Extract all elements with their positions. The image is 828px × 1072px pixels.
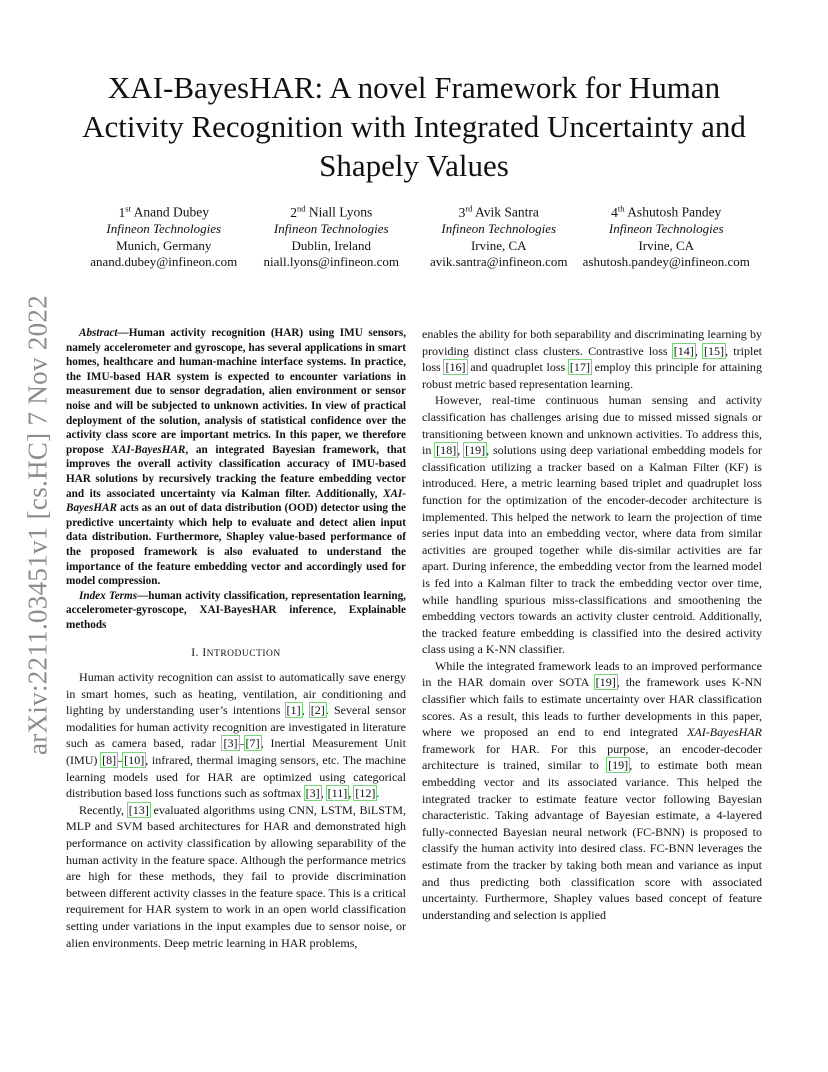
author-location: Irvine, CA xyxy=(470,237,527,253)
index-terms: Index Terms—human activity classification, representation learning, accelerometer-gyroscope, XAI-BayesHAR inference, Explainable methods xyxy=(66,589,406,631)
author-email: niall.lyons@infineon.com xyxy=(263,254,399,269)
left-column xyxy=(66,326,406,951)
intro-paragraph-2: Recently, [13] evaluated algorithms using CNN, LSTM, BiLSTM, MLP and SVM based architectures for HAR and demonstrated high performance on activity classification by allowing separability of the human activity in the feature space. Although the performance metrics are high for these methods, they fail to provide discrimination between different activity classes in the feature space. This is a critical requirement for HAR system to work in an open world classification setting under variations in the input examples due to sensor noise, or alien environments. Deep metric learning in HAR problems, xyxy=(66,802,407,950)
intro-paragraph-1: Human activity recognition can assist to automatically save energy in smart homes, such as heating, ventilation, air conditioning and lighting by understanding user’s intentions [1], [2]. Several sensor modalities for human activity recognition are investigated in literature such as camera based, radar [3]–[7], Inertial Measurement Unit (IMU) [8]–[10], infrared, thermal imaging sensors, etc. The machine learning models used for HAR are optimized using categorical distribution based loss functions such as softmax [3], [11], [12]. xyxy=(66,670,406,801)
right-column xyxy=(422,326,762,923)
citation-link[interactable]: [17] xyxy=(569,360,590,375)
author-email: avik.santra@infineon.com xyxy=(429,254,568,269)
abstract-label: Abstract xyxy=(79,327,118,339)
author-location: Munich, Germany xyxy=(116,237,212,253)
author-2 xyxy=(248,200,416,271)
author-affiliation: Infineon Technologies xyxy=(441,221,557,236)
author-4 xyxy=(583,200,751,271)
citation-link[interactable]: [10] xyxy=(124,753,145,768)
author-name: Avik Santra xyxy=(475,204,539,220)
author-ordinal: 4th xyxy=(611,203,625,220)
citation-link[interactable]: [3] xyxy=(305,786,320,801)
arxiv-id-text: arXiv:2211.03451v1 [cs.HC] 7 Nov 2022 xyxy=(22,294,53,756)
author-affiliation: Infineon Technologies xyxy=(273,221,389,236)
citation-link[interactable]: [15] xyxy=(704,343,725,358)
citation-link[interactable]: [13] xyxy=(128,802,149,817)
right-paragraph-1: enables the ability for both separability and discriminating learning by providing distinct class clusters. Contrastive loss [14], [15], triplet loss [16] and quadruplet loss [17] employ this principle for attaining robust metric based representation learning. xyxy=(422,327,763,391)
citation-link[interactable]: [2] xyxy=(310,703,325,718)
citation-link[interactable]: [11] xyxy=(327,786,348,801)
citation-link[interactable]: [16] xyxy=(445,360,466,375)
author-ordinal: 2nd xyxy=(290,203,306,220)
right-paragraph-2: However, real-time continuous human sensing and activity classification has challenges arising due to missed missed signals or transitioning between known and unknown activities. To address this, in [18], [19], solutions using deep variational embedding models for classification utilizing a tracker based on a Kalman Filter (KF) is introduced. Here, a metric learning based triplet and quadruplet loss function for the optimization of the encoder-decoder architecture is implemented. This helped the network to learn the projection of time series input data into an embedding vector, where data from similar activities are grouped together while dis-similar activities are far apart. During inference, the embedding vector from the learned model is fed into a Kalman filter to track the embedding vector over time, while handling spurious miss-classifications and smoothening the embedding vectors towards an activity cluster centroid. Additionally, the tracked feature embedding is classified into the desired activity class using a K-NN classifier. xyxy=(422,393,762,657)
author-location: Dublin, Ireland xyxy=(291,237,371,253)
author-ordinal: 3rd xyxy=(458,203,473,220)
arxiv-identifier-stamp xyxy=(14,290,62,760)
citation-link[interactable]: [1] xyxy=(286,703,301,718)
citation-link[interactable]: [8] xyxy=(102,753,117,768)
citation-link[interactable]: [7] xyxy=(245,736,260,751)
citation-link[interactable]: [19] xyxy=(465,443,486,458)
citation-link[interactable]: [19] xyxy=(608,758,629,773)
right-paragraph-3: While the integrated framework leads to an improved performance in the HAR domain over SOTA [19], the framework uses K-NN classifier which fails to estimate uncertainty over HAR classification scores. As a result, this leads to further developments in this paper, where we proposed an end to end integrated XAI-BayesHAR framework for HAR. For this purpose, an encoder-decoder architecture is trained, similar to [19], to estimate both mean embedding vector and its associated variance. This helped the integrated tracker to estimate feature vector following Bayesian characteristic. Taking advantage of Bayesian estimate, a 4-layered fully-connected Bayesian neural network (FC-BNN) is proposed to classify the human activity into desired class. FC-BNN leverages the estimate from the tracker by taking both mean and variance as input and thus predicting both classification score with associated uncertainty. Furthermore, Shapley values based concept of feature understanding and selection is applied xyxy=(422,658,763,922)
paper-title: XAI-BayesHAR: A novel Framework for Human Activity Recognition with Integrated Uncertainty and Shapely Values xyxy=(82,70,746,183)
section-heading-introduction: I. INTRODUCTION xyxy=(191,647,281,660)
author-affiliation: Infineon Technologies xyxy=(608,221,724,236)
author-3 xyxy=(415,200,583,271)
citation-link[interactable]: [18] xyxy=(436,443,457,458)
abstract: Abstract—Human activity recognition (HAR) using IMU sensors, namely accelerometer and gyroscope, has several applications in smart homes, healthcare and human-machine interface systems. In practice, the IMU-based HAR system is expected to encounter variations in measurement due to sensor degradation, alien environment or sensor noise and will be subjected to unknown activities. In view of practical deployment of the solution, analysis of statistical confidence over the activity class score are important metrics. In this paper, we therefore propose XAI-BayesHAR, an integrated Bayesian framework, that improves the overall activity classification accuracy of IMU-based HAR solutions by recursively tracking the feature embedding vector and its associated uncertainty via Kalman filter. Additionally, XAI-BayesHAR acts as an out of data distribution (OOD) detector using the predictive uncertainty which help to evaluate and detect alien input data distribution. Furthermore, Shapley value-based performance of the proposed framework is also evaluated to understand the importance of the feature embedding vector and accordingly used for model compression. xyxy=(66,327,406,588)
author-name: Niall Lyons xyxy=(308,204,373,220)
citation-link[interactable]: [3] xyxy=(223,736,238,751)
author-email: anand.dubey@infineon.com xyxy=(90,254,238,269)
author-block xyxy=(80,200,750,271)
author-ordinal: 1st xyxy=(118,203,131,220)
author-name: Ashutosh Pandey xyxy=(627,204,722,220)
citation-link[interactable]: [14] xyxy=(673,343,694,358)
citation-link[interactable]: [12] xyxy=(355,786,376,801)
author-name: Anand Dubey xyxy=(133,204,209,220)
author-affiliation: Infineon Technologies xyxy=(106,221,222,236)
author-1 xyxy=(80,200,248,271)
citation-link[interactable]: [19] xyxy=(595,675,616,690)
author-location: Irvine, CA xyxy=(638,237,695,253)
author-email: ashutosh.pandey@infineon.com xyxy=(582,254,750,269)
index-terms-label: Index Terms xyxy=(79,589,138,602)
